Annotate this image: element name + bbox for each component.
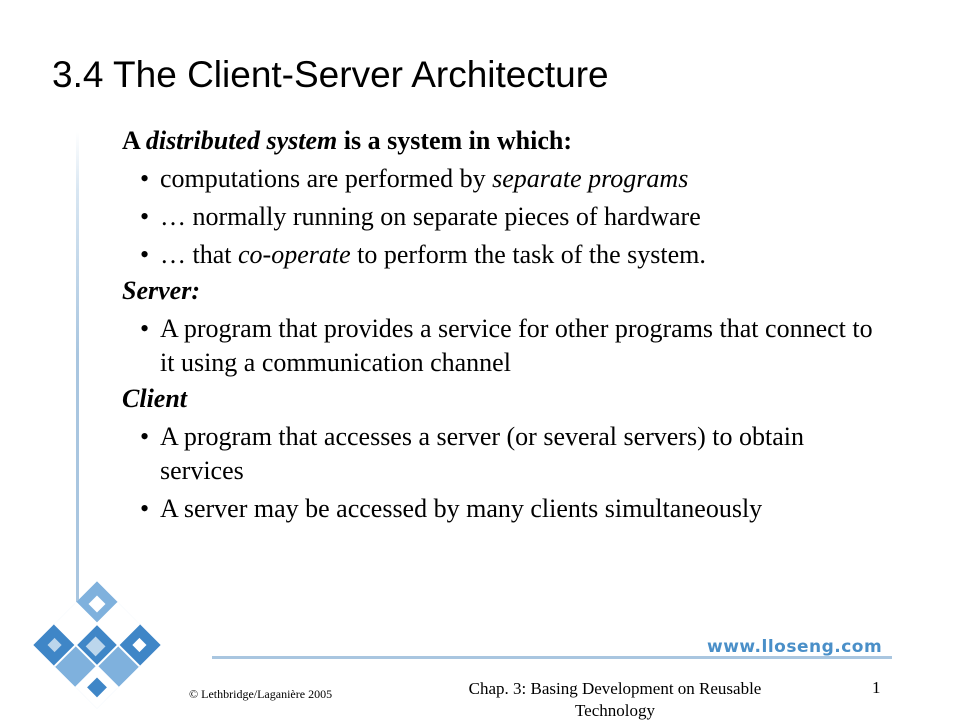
intro-bullet — [122, 238, 922, 272]
intro-heading — [122, 124, 922, 158]
footer-chapter: Chap. 3: Basing Development on Reusable Technology — [468, 679, 762, 720]
server-bullet-text: A program that provides a service for other programs that connect to it using a communication channel — [160, 314, 873, 377]
bullet-dot: • — [140, 494, 150, 523]
intro-bullet-2-text: … normally running on separate pieces of hardware — [160, 202, 701, 231]
footer-page-number: 1 — [872, 678, 881, 697]
client-bullet — [122, 492, 922, 526]
intro-heading-post: is a system in which: — [337, 126, 572, 155]
client-bullet-2-text: A server may be accessed by many clients simultaneously — [160, 494, 763, 523]
bullet-dot: • — [140, 164, 150, 193]
slide-title: 3.4 The Client-Server Architecture — [52, 54, 609, 95]
footer-copyright: © Lethbridge/Laganière 2005 — [189, 687, 333, 701]
vertical-accent-line — [76, 132, 79, 627]
bullet-dot: • — [140, 314, 150, 343]
intro-heading-pre: A — [122, 126, 146, 155]
intro-bullet-3-text: … that — [160, 240, 238, 269]
intro-bullet — [122, 200, 922, 234]
intro-bullet-3-post: to perform the task of the system. — [350, 240, 706, 269]
server-heading: Server: — [122, 276, 200, 305]
client-bullet-1-text: A program that accesses a server (or several servers) to obtain services — [160, 422, 804, 485]
intro-bullet — [122, 162, 922, 196]
website-url: www.lloseng.com — [707, 637, 883, 657]
mosaic-logo-icon — [22, 570, 192, 720]
intro-heading-term: distributed system — [145, 126, 338, 155]
intro-bullet-1-text: computations are performed by — [160, 164, 493, 193]
bullet-dot: • — [140, 202, 150, 231]
client-bullet — [122, 420, 922, 488]
intro-bullet-1-emphasis: separate programs — [492, 164, 689, 193]
server-bullet — [122, 312, 922, 380]
bullet-dot: • — [140, 240, 150, 269]
client-heading: Client — [122, 384, 188, 413]
bullet-dot: • — [140, 422, 150, 451]
slide-body — [122, 124, 922, 526]
intro-bullet-3-emphasis: co-operate — [238, 240, 351, 269]
